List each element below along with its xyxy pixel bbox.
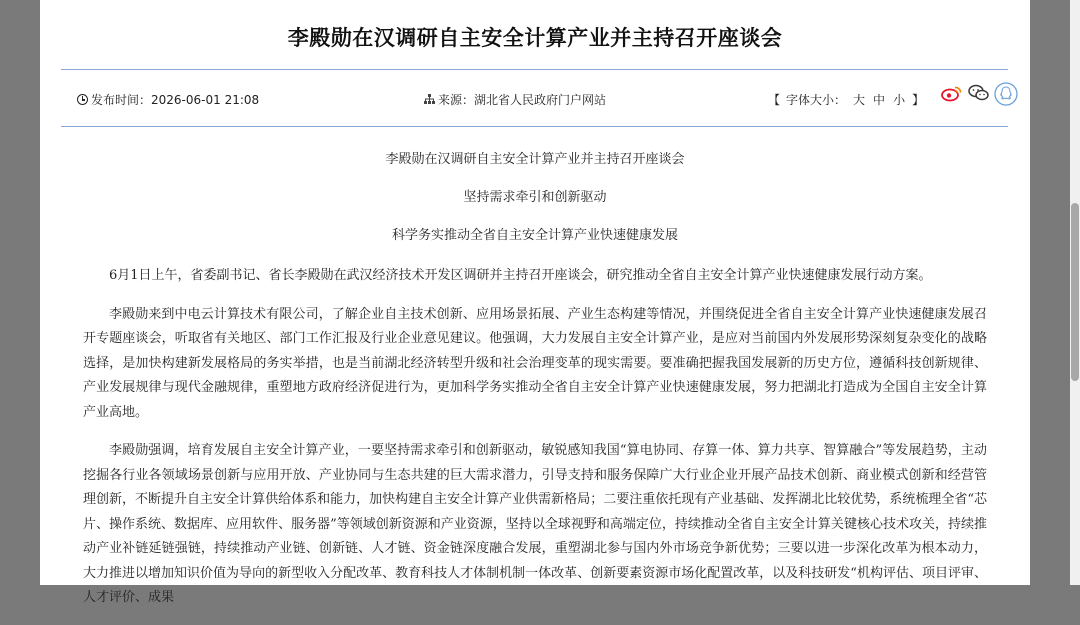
publish-label: 发布时间： <box>91 93 152 107</box>
publish-time: 2026-06-01 21:08 <box>151 92 260 107</box>
article-subtitle-1: 李殿勋在汉调研自主安全计算产业并主持召开座谈会 <box>385 152 685 167</box>
article-body <box>83 150 987 625</box>
share-qq-button[interactable] <box>994 82 1018 106</box>
scrollbar-thumb[interactable] <box>1071 203 1079 381</box>
article-paragraph-2: 李殿勋来到中电云计算技术有限公司，了解企业自主技术创新、应用场景拓展、产业生态构建等情况，并围绕促进全省自主安全计算产业快速健康发展召开专题座谈会，听取省有关地区、部门工作汇报及行业企业意见建议。他强调，大力发展自主安全计算产业，是应对当前国内外发展形势深刻复杂变化的战略选择，是加快构建新发展格局的务实举措，也是当前湖北经济转型升级和社会治理变革的现实需要。要准确把握我国发展新的历史方位，遵循科技创新规律、产业发展规律与现代金融规律，重塑地方政府经济促进行为，更加科学务实推动全省自主安全计算产业快速健康发展，努力把湖北打造成为全国自主安全计算产业高地。 <box>83 306 987 420</box>
font-size-label: 字体大小： <box>786 93 847 107</box>
font-size-control <box>765 91 927 108</box>
share-weibo-button[interactable] <box>941 84 963 102</box>
qq-icon <box>994 82 1018 106</box>
publish-info <box>77 91 259 108</box>
weibo-icon <box>941 84 963 102</box>
clock-icon <box>77 94 88 105</box>
sitemap-icon <box>424 93 435 107</box>
font-size-open-bracket: 【 <box>768 93 781 107</box>
article-paragraph-3: 李殿勋强调，培育发展自主安全计算产业，一要坚持需求牵引和创新驱动，敏锐感知我国“算电协同、存算一体、算力共享、智算融合”等发展趋势，主动挖掘各行业各领域场景创新与应用开放、产业协同与生态共建的巨大需求潜力，引导支持和服务保障广大行业企业开展产品技术创新、商业模式创新和经营管理创新，不断提升自主安全计算供给体系和能力，加快构建自主安全计算产业供需新格局；二要注重依托现有产业基础、发挥湖北比较优势，系统梳理全省“芯片、操作系统、数据库、应用软件、服务器”等领域创新资源和产业资源，坚持以全球视野和高端定位，持续推动全省自主安全计算关键核心技术攻关，持续推动产业补链延链强链，持续推动产业链、创新链、人才链、资金链深度融合发展，重塑湖北参与国内外市场竞争新优势；三要以进一步深化改革为根本动力，大力推进以增加知识价值为导向的新型收入分配改革、教育科技人才体制机制一体改革、创新要素资源市场化配置改革，以及科技研发“机构评估、项目评审、人才评价、成果 <box>83 443 987 605</box>
font-size-medium[interactable]: 中 <box>873 93 886 107</box>
wechat-icon <box>968 84 990 102</box>
share-wechat-button[interactable] <box>968 84 990 102</box>
article-subtitle-2: 坚持需求牵引和创新驱动 <box>463 190 607 205</box>
article-meta-bar <box>61 69 1008 127</box>
font-size-small[interactable]: 小 <box>893 93 906 107</box>
font-size-close-bracket: 】 <box>912 93 925 107</box>
page-title: 李殿勋在汉调研自主安全计算产业并主持召开座谈会 <box>287 26 783 50</box>
article-page <box>40 0 1030 605</box>
font-size-large[interactable]: 大 <box>853 93 866 107</box>
article-paragraph-1: 6月1日上午，省委副书记、省长李殿勋在武汉经济技术开发区调研并主持召开座谈会，研究推动全省自主安全计算产业快速健康发展行动方案。 <box>109 268 932 283</box>
page-scrollbar[interactable] <box>1070 0 1080 585</box>
article-subtitle-3: 科学务实推动全省自主安全计算产业快速健康发展 <box>391 228 678 243</box>
source-info <box>424 91 606 108</box>
source-name: 湖北省人民政府门户网站 <box>474 93 607 107</box>
source-label: 来源： <box>438 93 475 107</box>
